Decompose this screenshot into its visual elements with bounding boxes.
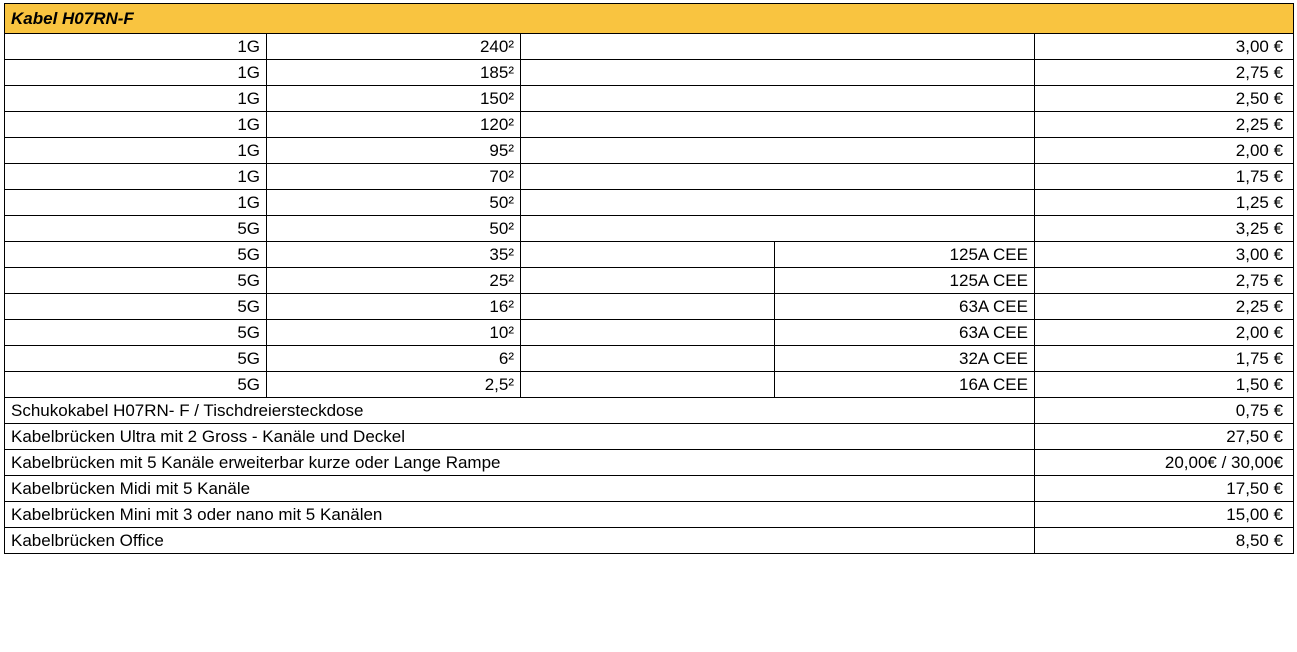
cable-cores-cell: 5G xyxy=(5,216,267,242)
price-cell: 17,50 € xyxy=(1035,476,1294,502)
cable-row xyxy=(5,320,1294,346)
table-header-row xyxy=(5,4,1294,34)
empty-cell xyxy=(521,346,775,372)
accessory-row xyxy=(5,424,1294,450)
price-cell: 3,25 € xyxy=(1035,216,1294,242)
price-cell: 1,75 € xyxy=(1035,164,1294,190)
sheet-title: Kabel H07RN-F xyxy=(5,4,1294,34)
empty-cell xyxy=(521,112,1035,138)
cable-cores-cell: 5G xyxy=(5,268,267,294)
cable-row xyxy=(5,372,1294,398)
accessory-row xyxy=(5,528,1294,554)
accessory-row xyxy=(5,398,1294,424)
empty-cell xyxy=(521,138,1035,164)
cable-row xyxy=(5,112,1294,138)
cable-section-cell: 10² xyxy=(267,320,521,346)
cable-section-cell: 50² xyxy=(267,190,521,216)
empty-cell xyxy=(521,294,775,320)
price-cell: 2,75 € xyxy=(1035,268,1294,294)
cable-section-cell: 50² xyxy=(267,216,521,242)
cable-cores-cell: 5G xyxy=(5,346,267,372)
cable-section-cell: 2,5² xyxy=(267,372,521,398)
price-cell: 1,50 € xyxy=(1035,372,1294,398)
accessory-label-cell: Kabelbrücken mit 5 Kanäle erweiterbar kurze oder Lange Rampe xyxy=(5,450,1035,476)
cable-section-cell: 150² xyxy=(267,86,521,112)
empty-cell xyxy=(521,164,1035,190)
empty-cell xyxy=(521,86,1035,112)
price-cell: 2,75 € xyxy=(1035,60,1294,86)
cable-row xyxy=(5,242,1294,268)
accessory-label-cell: Kabelbrücken Ultra mit 2 Gross - Kanäle und Deckel xyxy=(5,424,1035,450)
empty-cell xyxy=(521,242,775,268)
empty-cell xyxy=(521,34,1035,60)
cable-row xyxy=(5,190,1294,216)
cable-section-cell: 240² xyxy=(267,34,521,60)
price-cell: 8,50 € xyxy=(1035,528,1294,554)
cable-section-cell: 25² xyxy=(267,268,521,294)
accessory-row xyxy=(5,450,1294,476)
price-cell: 2,50 € xyxy=(1035,86,1294,112)
cable-row xyxy=(5,268,1294,294)
cable-connector-cell: 63A CEE xyxy=(775,320,1035,346)
empty-cell xyxy=(521,372,775,398)
cable-connector-cell: 125A CEE xyxy=(775,268,1035,294)
cable-cores-cell: 1G xyxy=(5,60,267,86)
cable-section-cell: 95² xyxy=(267,138,521,164)
accessory-row xyxy=(5,502,1294,528)
cable-cores-cell: 1G xyxy=(5,138,267,164)
cable-row xyxy=(5,346,1294,372)
cable-section-cell: 16² xyxy=(267,294,521,320)
price-cell: 2,25 € xyxy=(1035,294,1294,320)
cable-row xyxy=(5,164,1294,190)
cable-connector-cell: 63A CEE xyxy=(775,294,1035,320)
cable-section-cell: 185² xyxy=(267,60,521,86)
cable-section-cell: 35² xyxy=(267,242,521,268)
cable-cores-cell: 5G xyxy=(5,294,267,320)
cable-row xyxy=(5,34,1294,60)
empty-cell xyxy=(521,190,1035,216)
price-cell: 1,25 € xyxy=(1035,190,1294,216)
cable-connector-cell: 125A CEE xyxy=(775,242,1035,268)
cable-row xyxy=(5,294,1294,320)
cable-row xyxy=(5,138,1294,164)
accessory-label-cell: Kabelbrücken Midi mit 5 Kanäle xyxy=(5,476,1035,502)
price-cell: 0,75 € xyxy=(1035,398,1294,424)
empty-cell xyxy=(521,268,775,294)
cable-cores-cell: 1G xyxy=(5,164,267,190)
empty-cell xyxy=(521,216,1035,242)
price-cell: 2,25 € xyxy=(1035,112,1294,138)
price-cell: 3,00 € xyxy=(1035,242,1294,268)
price-sheet xyxy=(4,3,1293,554)
cable-cores-cell: 5G xyxy=(5,372,267,398)
accessory-label-cell: Schukokabel H07RN- F / Tischdreiersteckdose xyxy=(5,398,1035,424)
cable-row xyxy=(5,216,1294,242)
cable-cores-cell: 1G xyxy=(5,112,267,138)
price-cell: 2,00 € xyxy=(1035,320,1294,346)
price-cell: 15,00 € xyxy=(1035,502,1294,528)
empty-cell xyxy=(521,320,775,346)
cable-cores-cell: 1G xyxy=(5,34,267,60)
price-cell: 2,00 € xyxy=(1035,138,1294,164)
cable-cores-cell: 5G xyxy=(5,320,267,346)
price-cell: 1,75 € xyxy=(1035,346,1294,372)
price-cell: 27,50 € xyxy=(1035,424,1294,450)
cable-section-cell: 70² xyxy=(267,164,521,190)
cable-row xyxy=(5,60,1294,86)
accessory-label-cell: Kabelbrücken Mini mit 3 oder nano mit 5 Kanälen xyxy=(5,502,1035,528)
cable-connector-cell: 32A CEE xyxy=(775,346,1035,372)
cable-section-cell: 6² xyxy=(267,346,521,372)
price-cell: 20,00€ / 30,00€ xyxy=(1035,450,1294,476)
cable-connector-cell: 16A CEE xyxy=(775,372,1035,398)
cable-section-cell: 120² xyxy=(267,112,521,138)
cable-row xyxy=(5,86,1294,112)
cable-cores-cell: 1G xyxy=(5,190,267,216)
accessory-label-cell: Kabelbrücken Office xyxy=(5,528,1035,554)
price-table xyxy=(4,3,1294,554)
cable-cores-cell: 5G xyxy=(5,242,267,268)
cable-cores-cell: 1G xyxy=(5,86,267,112)
accessory-row xyxy=(5,476,1294,502)
empty-cell xyxy=(521,60,1035,86)
price-cell: 3,00 € xyxy=(1035,34,1294,60)
